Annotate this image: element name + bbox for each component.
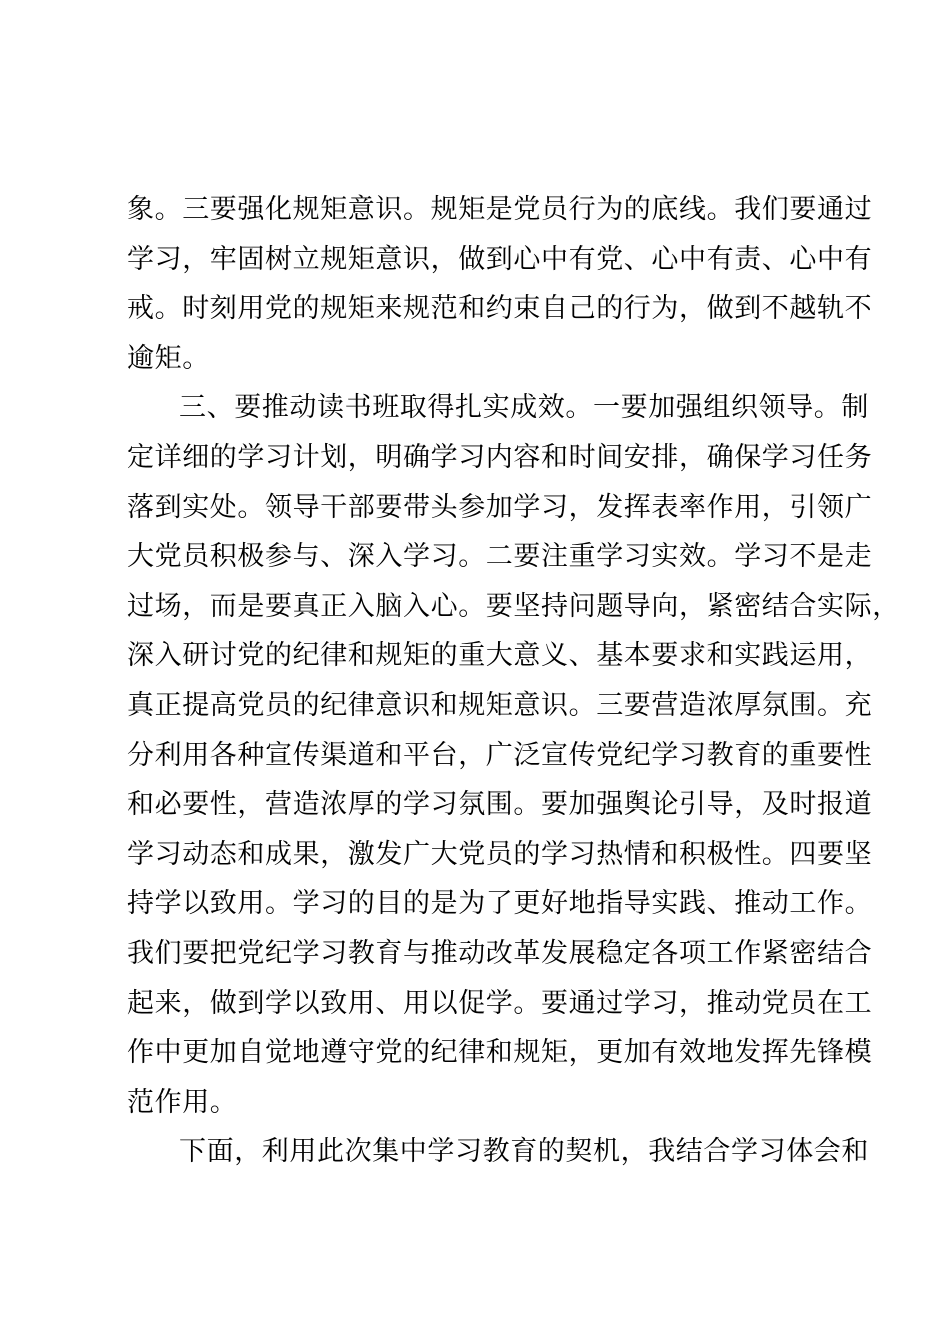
paragraph-start-line: 下面，利用此次集中学习教育的契机，我结合学习体会和 [179, 1136, 869, 1168]
text-line: 范作用。 [127, 1086, 238, 1118]
text-line: 我们要把党纪学习教育与推动改革发展稳定各项工作紧密结合 [127, 937, 873, 969]
text-line: 学习动态和成果，激发广大党员的学习热情和积极性。四要坚 [127, 838, 873, 870]
text-line: 作中更加自觉地遵守党的纪律和规矩，更加有效地发挥先锋模 [127, 1037, 873, 1069]
text-line: 起来，做到学以致用、用以促学。要通过学习，推动党员在工 [127, 987, 873, 1019]
text-line: 象。三要强化规矩意识。规矩是党员行为的底线。我们要通过 [127, 194, 873, 225]
text-line: 过场，而是要真正入脑入心。要坚持问题导向，紧密结合实际， [127, 590, 900, 622]
paragraph-start-line: 三、要推动读书班取得扎实成效。一要加强组织领导。制 [179, 392, 869, 424]
body-text [127, 185, 900, 1177]
text-line: 持学以致用。学习的目的是为了更好地指导实践、推动工作。 [127, 888, 873, 920]
text-line: 落到实处。领导干部要带头参加学习，发挥表率作用，引领广 [127, 491, 873, 523]
text-line: 戒。时刻用党的规矩来规范和约束自己的行为，做到不越轨不 [127, 293, 873, 325]
text-line: 分利用各种宣传渠道和平台，广泛宣传党纪学习教育的重要性 [127, 739, 873, 771]
text-line: 逾矩。 [127, 342, 210, 374]
text-line: 学习，牢固树立规矩意识，做到心中有党、心中有责、心中有 [127, 243, 873, 275]
text-line: 和必要性，营造浓厚的学习氛围。要加强舆论引导，及时报道 [127, 789, 873, 821]
text-line: 大党员积极参与、深入学习。二要注重学习实效。学习不是走 [127, 541, 873, 573]
text-line: 真正提高党员的纪律意识和规矩意识。三要营造浓厚氛围。充 [127, 689, 873, 721]
text-line: 深入研讨党的纪律和规矩的重大意义、基本要求和实践运用， [127, 640, 873, 672]
text-line: 定详细的学习计划，明确学习内容和时间安排，确保学习任务 [127, 441, 873, 473]
